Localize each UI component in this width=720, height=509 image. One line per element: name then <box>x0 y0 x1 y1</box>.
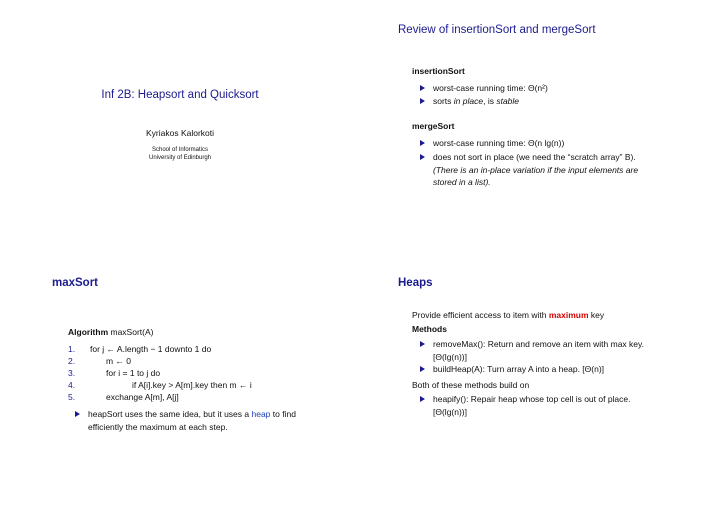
bullet-icon <box>420 396 425 402</box>
school: School of Informatics <box>151 147 209 153</box>
bullet-icon <box>420 366 425 372</box>
merge-bullet-2: does not sort in place (we need the “scratch array” B). (There is an in-place variation if the input elements are stored in a list). <box>420 151 693 189</box>
algo-line-2: 2. m ← 0 <box>68 356 132 366</box>
method-buildheap: buildHeap(A): Turn array A into a heap. [Θ(n)] <box>420 363 713 376</box>
frame-title: Heaps <box>398 277 433 289</box>
build-on-text: Both of these methods build on <box>412 380 530 390</box>
merge-bullet-1: worst-case running time: Θ(n lg(n)) <box>420 137 564 150</box>
algo-line-5: 5. exchange A[m], A[j] <box>68 392 179 402</box>
method-heapify: heapify(): Repair heap whose top cell is out of place. [Θ(lg(n))] <box>420 393 713 418</box>
review-slide <box>360 0 720 254</box>
maximum-term: maximum <box>548 310 589 320</box>
bullet-icon <box>420 140 425 146</box>
heapsort-note: heapSort uses the same idea, but it uses a heap to find efficiently the maximum at each step. <box>75 408 338 433</box>
slide-title: Inf 2B: Heapsort and Quicksort <box>101 89 259 101</box>
title-slide <box>0 0 360 254</box>
frame-title: maxSort <box>52 277 99 289</box>
merge-heading: mergeSort <box>412 121 455 131</box>
algo-line-1: 1. for j ← A.length − 1 downto 1 do <box>68 344 212 354</box>
heap-term: heap <box>251 409 271 419</box>
bullet-icon <box>75 411 80 417</box>
university: University of Edinburgh <box>148 155 212 161</box>
heaps-slide <box>360 254 720 508</box>
methods-heading: Methods <box>412 324 447 334</box>
institution <box>0 146 360 162</box>
frame-title: Review of insertionSort and mergeSort <box>398 24 596 36</box>
algo-line-3: 3. for i = 1 to j do <box>68 368 161 378</box>
heaps-intro: Provide efficient access to item with maximum key <box>412 310 605 320</box>
method-removemax: removeMax(): Return and remove an item with max key. [Θ(lg(n))] <box>420 338 713 363</box>
algorithm-header: Algorithm maxSort(A) <box>68 327 154 337</box>
insertion-bullet-1: worst-case running time: Θ(n²) <box>420 82 548 95</box>
bullet-icon <box>420 85 425 91</box>
maxsort-slide <box>0 254 360 508</box>
bullet-icon <box>420 154 425 160</box>
bullet-icon <box>420 98 425 104</box>
insertion-bullet-2: sorts in place, is stable <box>420 95 519 108</box>
bullet-icon <box>420 341 425 347</box>
algo-line-4: 4. if A[i].key > A[m].key then m ← i <box>68 380 252 390</box>
author: Kyriakos Kalorkoti <box>145 128 215 138</box>
insertion-heading: insertionSort <box>412 66 465 76</box>
